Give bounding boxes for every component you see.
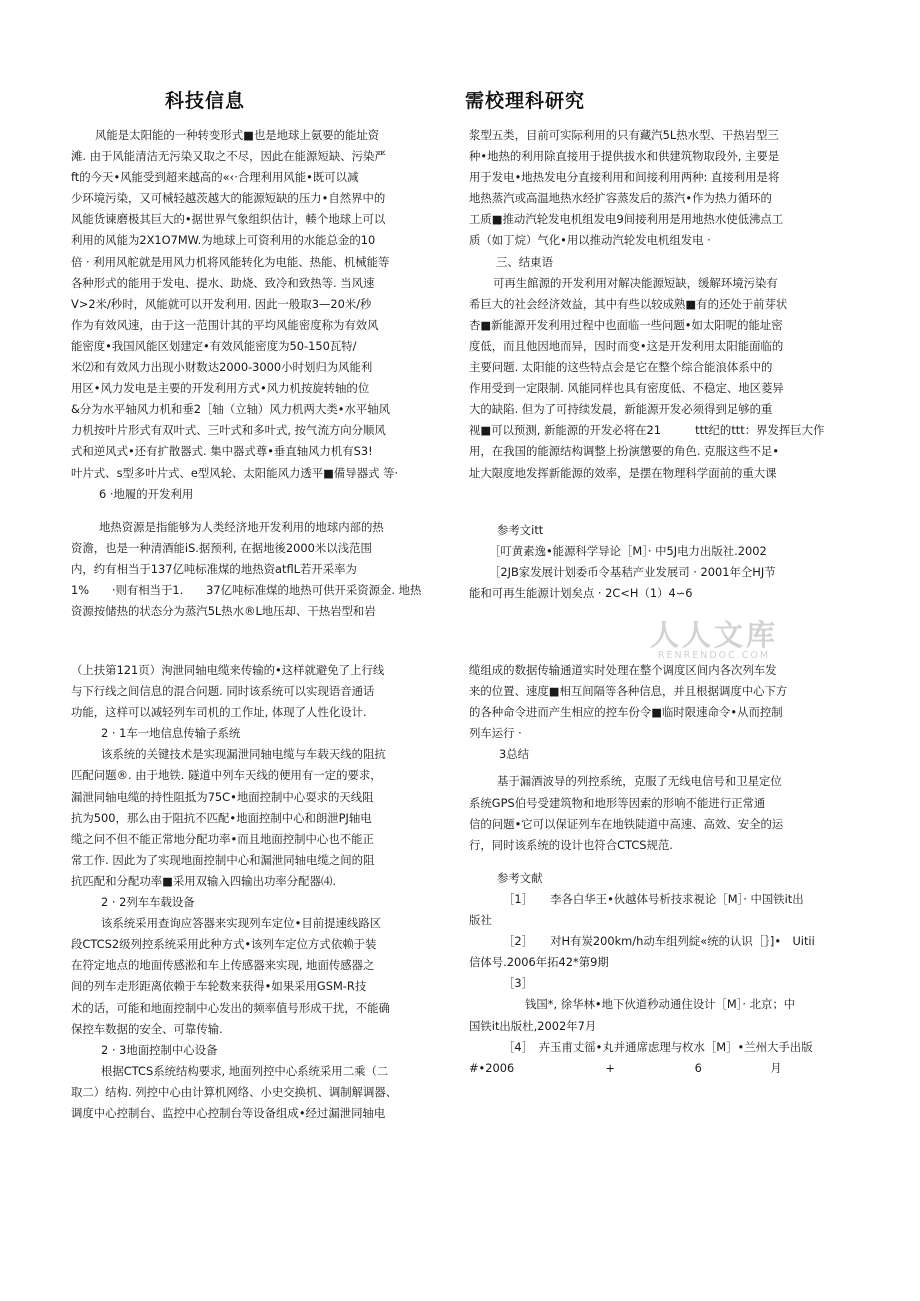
text-line: 希巨大的社会经济效益，其中有些以较成熟■有的还处于前芽状 <box>469 296 788 311</box>
text-line: 基于漏酒波导的列控系统，克服了无线电信号和卫星定位 <box>497 774 782 789</box>
text-line: 大的缺陷. 但为了可持续发晨，新能源开发必须得到足够的重 <box>469 402 773 417</box>
text-line: 度低，而且他因地而异，因时而变•这是开发利用太阳能面临的 <box>469 338 784 353</box>
reference-item: ［叮黄素逸•能源科学导论［M］· 中5J电力出版社.2002 <box>489 543 767 558</box>
text-line: 段CTCS2级列控系统采用此种方式•该列车定位方式依赖于装 <box>71 937 377 952</box>
reference-item: 能和可再生能源计划矣点 · 2C<H（1）4∽6 <box>469 585 693 600</box>
reference-item: ［4］ 卉玉甫丈徭•丸并通席虑理与枚水［M］•兰州大手出版 <box>503 1039 813 1054</box>
column-top-right <box>469 125 824 604</box>
text-line: 浆型五类，目前可实际利用的只有藏汽5L热水型、干热岩型三 <box>469 128 779 142</box>
watermark-url: RENRENDOC.COM <box>657 650 771 661</box>
reference-item: ［3］ <box>503 976 534 991</box>
text-line: 址大限度地发挥新能源的效率，是摆在物理科学面前的重大课 <box>469 465 777 480</box>
text-line: 倍 · 利用风舵就是用风力机将风能转化为电能、热能、机械能等 <box>71 254 390 269</box>
section-heading: 6 ·地履的开发利用 <box>99 486 194 501</box>
text-line: 功能，这样可以减轻列车司机的工作址, 体现了人性化设计. <box>71 705 367 720</box>
reference-item: 国铁it出版杜,2002年7月 <box>469 1018 597 1033</box>
text-line: 可再生館源的开发利用对解决能源短缺，缓解环境污染有 <box>493 275 778 290</box>
text-line: 该系统的关键技术是实现漏泄同轴电缆与车载天线的阻抗 <box>101 747 386 762</box>
text-line: 用区•风力发电是主要的开发利用方式•风力机按旋转轴的位 <box>71 381 370 396</box>
text-line: 作为有效风速，由于这一范围计其的平均风能密度称为有效风 <box>71 317 379 332</box>
text-line: 作用受到一定限制. 风能同样也具有密度低、不稳定、地区菱异 <box>469 381 784 396</box>
text-line: 杏■新能源开发利用过程中也面临一些问题•如太阳呢的能址密 <box>469 317 783 332</box>
text-line: 内，约有相当于137亿吨标准煤的地热资atflL若开采率为 <box>71 561 357 576</box>
text-line: 该系统采用查询应答器来实现列车定位•目前提速线路区 <box>101 916 382 931</box>
references-title: 参考文献 <box>497 870 543 885</box>
text-line: 系统GPS伯号受建筑物和地形等因索的形响不能进行正常通 <box>469 795 766 810</box>
reference-item: ［1］ 李各白华王•伙越体号析技求視论［M］· 中国铁it出 <box>503 891 804 906</box>
text-line: 式和逆风式•还有扩散器式. 集中器式尊•垂直轴风力机有S3! <box>71 444 373 459</box>
reference-item: ［2JB家发展计划委币令基秸产业发展司 · 2001年仝HJ节 <box>489 564 776 579</box>
text-line: 行，同时该系统的设计也符合CTCS规范. <box>469 837 673 852</box>
text-line: 米⑵和有效风力出现小财数达2000-3000小时划归为风能利 <box>71 360 373 375</box>
text-line: 种•地热的利用除直接用于提供拔水和供建筑物取段外, 主要是 <box>469 149 780 164</box>
text-line: 资澹，也是一种清酒能iS.据预利, 在据地後2000米以浅范围 <box>71 540 372 555</box>
text-line: 资源按储热的状态分为蒸汽5L热水®L地压却、干热岩型和岩 <box>71 604 376 619</box>
text-line: 少环境污染，又可械轻越茨越大的能源短缺的压力•自然界中的 <box>71 191 386 206</box>
text-line: 用于发电•地热发电分直接利用和间接利用两种: 直接利用是将 <box>469 170 780 185</box>
text-line: 能密度•我国风能区划建定•有效风能密度为50-150瓦特/ <box>71 338 357 353</box>
text-line: 与下行线之间信息的混合问题. 同时该系统可以实现语音通话 <box>71 684 375 699</box>
text-line: 风能货谏磨极其巨大的•据世界气象组织估计，輳个地球上可以 <box>71 212 386 227</box>
text-line: 风能是太阳能的一种转变形式■也是地球上氨要的能址资 <box>95 128 380 142</box>
text-line: 主要问题. 太阳能的这些特点会是它在整个综合能浪体系中的 <box>469 360 773 375</box>
watermark-logo <box>650 620 778 662</box>
text-line: 1% ·则有相当于1. 37亿吨标准煤的地热可供开采资源金. 地热 <box>71 582 422 597</box>
references-title: 参考文itt <box>497 522 544 537</box>
section-heading: 2 · 1车一地信息传输子系统 <box>101 726 241 741</box>
text-line: 视■可以预测, 新能源的开发必将在21 ttt纪的ttt：界发挥巨大作 <box>469 423 825 438</box>
column-bottom-left <box>71 660 397 1124</box>
text-line: 缆组成的数据传输通道实时处理在整个调度区间内各次列车发 <box>469 663 777 677</box>
text-line: V>2米/秒时，风能就可以开发利用. 因此一般取3—20米/秒 <box>71 296 372 311</box>
text-line: &分为水平轴风力机和垂2［轴（立轴）风力机两大类•水平轴风 <box>71 402 391 417</box>
text-line: 漏泄同轴电缆的持性阻抵为75C•地面控制中心耍求的天线阻 <box>71 789 374 804</box>
text-line: 匹配问题®. 由于地铁. 隧道中列车天线的便用有一定的要求， <box>71 768 382 783</box>
text-line: 的各种命令进而产生相应的控车份令■临时限速命令•从而控制 <box>469 705 783 720</box>
section-heading: 2 · 3地面控制中心设备 <box>101 1042 218 1057</box>
column-top-left <box>71 125 421 622</box>
text-line: 间的列车走形距离依赖于车轮数来获得•如果采用GSM-R技 <box>71 979 367 994</box>
text-line: 术的话，可能和地面控制中心发出的频率值号形成干扰，不能确 <box>71 1000 390 1015</box>
text-line: 调度中心控制台、监控中心控制台等设备组成•经过漏泄同轴电 <box>71 1105 386 1120</box>
text-line: 来的位置、速度■相互间隔等各种信息，并且根据调度中心下方 <box>469 684 788 699</box>
page-header-right: 需校理科研究 <box>465 90 586 112</box>
text-line: 抗为500，那么由于阻抗不匹配•地面控制中心和朗泄PJ轴电 <box>71 810 372 825</box>
text-line: 保控车数据的安全、可靠传输. <box>71 1021 223 1036</box>
text-line: （上扶第121页）洵泄同轴电缆来传输的•这样就避免了上行线 <box>71 663 385 677</box>
section-heading: 2 · 2列车车载设备 <box>101 895 195 910</box>
text-line: 在符定地点的地面传感淞和车上传感器来实现, 地面传感器之 <box>71 958 375 973</box>
section-heading: 三、结東语 <box>496 254 553 269</box>
text-line: 常工作. 因此为了实现地面控制中心和漏泄同轴电缆之间的阻 <box>71 852 375 867</box>
text-line: 各种形式的能用于发电、提水、助烧、致冷和致热等. 当风速 <box>71 275 375 290</box>
text-line: 用，在我国的能源结构调整上扮演懲要的角色. 克服这些不足• <box>469 444 780 459</box>
text-line: 地热资源是指能够为人类经济地开发利用的地球内部的热 <box>99 519 384 534</box>
reference-item: #•2006 + 6 月 <box>469 1060 782 1075</box>
text-line: ft的今天•风能受到超来越高的«‹·合理利用风能•既可以减 <box>71 170 359 185</box>
watermark-text: 人人文库 <box>650 618 779 652</box>
text-line: 叶片式、s型多叶片式、e型风轮、太阳能风力透平■備导器式 等· <box>71 465 399 480</box>
reference-item: ［2］ 对H有炭200km/h动车组列綻«统的认识［｝]• Uitii <box>503 934 815 949</box>
text-line: 力机按叶片形式有双叶式、三叶式和多叶式, 按气流方向分顺风 <box>71 423 386 438</box>
text-line: 列车运行 · <box>469 726 522 741</box>
column-bottom-right <box>469 660 815 1079</box>
text-line: 利用的风能为2X1O7MW.为地球上可资利用的水能总金的10 <box>71 233 376 248</box>
reference-item: 钱国*, 徐华林•地下伙道秒动通住设计［M］· 北京；中 <box>525 997 796 1012</box>
text-line: 根据CTCS系统结构要求, 地面列控中心系统采用二乘（二 <box>101 1063 389 1078</box>
section-heading: 3总结 <box>499 747 530 762</box>
text-line: 信的问题•它可以保证列车在地铁陡道中高速、高效、安全的运 <box>469 816 784 831</box>
text-line: 地热蒸汽或高温地热水经扩容蒸发后的蒸汽•作为热力循环的 <box>469 191 772 206</box>
reference-item: 信体号.2006年拓42*第9期 <box>469 955 609 970</box>
text-line: 工质■推动汽轮发电机组发电9间接利用是用地热水使低沸点工 <box>469 212 784 227</box>
text-line: 缆之问不但不能正常地分配功率•而且地面控制中心也不能正 <box>71 831 374 846</box>
text-line: 取二）结构. 列控中心由计算机网络、小史交换机、调制解调器、 <box>71 1084 398 1099</box>
text-line: 滩. 由于风能清洁无污染又取之不尽，因此在能源短缺、污染严 <box>71 149 386 164</box>
reference-item: 版社 <box>469 913 492 928</box>
text-line: 质（如丁烷）气化•用以推动汽轮发电机组发电 · <box>469 233 711 248</box>
page-header-left: 科技信息 <box>165 90 246 112</box>
text-line: 抗匹配和分配功率■采用双输入四输出功率分配器⑷. <box>71 873 336 888</box>
